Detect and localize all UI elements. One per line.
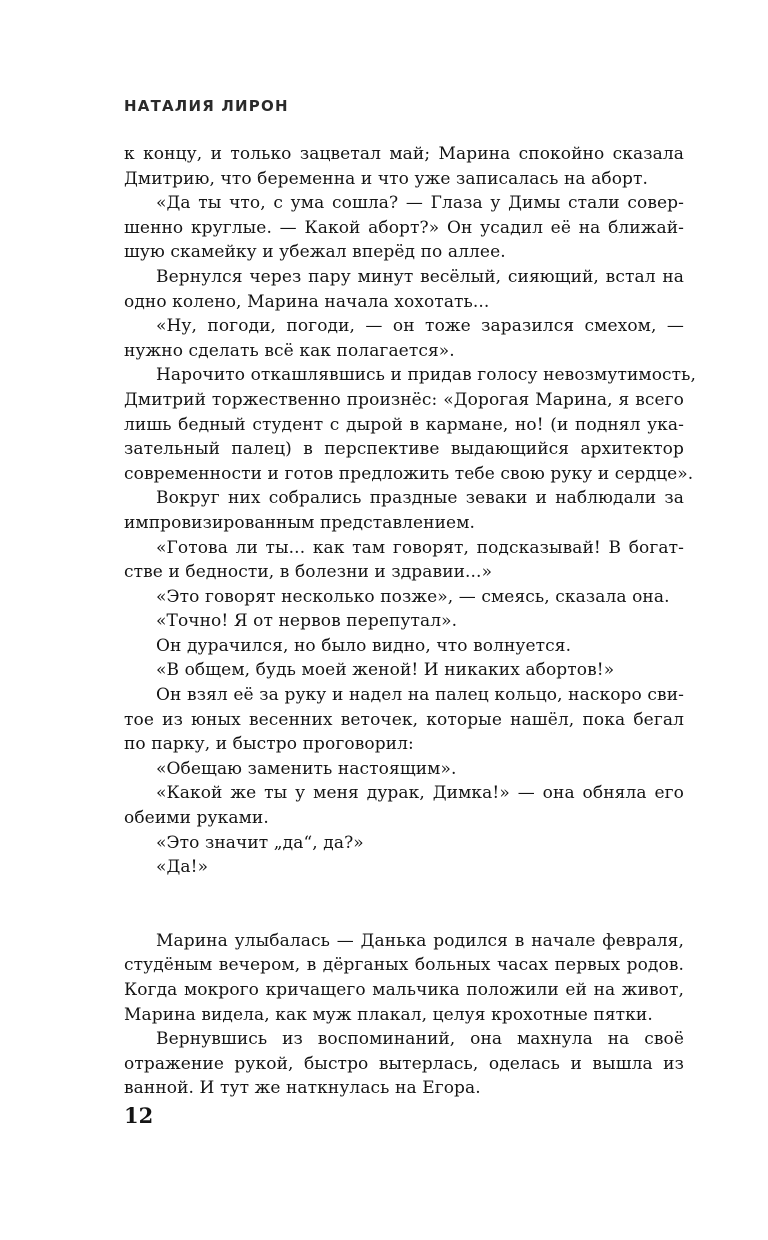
text-line: «В общем, будь моей женой! И никаких абортов!» (156, 660, 615, 681)
text-line: «Обещаю заменить настоящим». (156, 758, 457, 779)
paragraph (124, 609, 684, 634)
paragraph (124, 781, 684, 830)
text-line: «Да!» (156, 857, 209, 878)
text-line: обеими руками. (124, 808, 269, 829)
paragraph (124, 585, 684, 610)
section-break (124, 880, 684, 929)
paragraph (124, 929, 684, 1027)
text-line: тое из юных весенних веточек, которые нашёл, пока бегал (124, 709, 684, 730)
text-line: Вокруг них собрались праздные зеваки и наблюдали за (156, 488, 684, 509)
text-line: отражение рукой, быстро вытерлась, оделась и вышла из (124, 1053, 684, 1074)
paragraph (124, 658, 684, 683)
text-line: нужно сделать всё как полагается». (124, 340, 455, 361)
paragraph (124, 314, 684, 363)
text-line: «Какой же ты у меня дурак, Димка!» — она обняла его (156, 783, 684, 804)
text-line: Дмитрий торжественно произнёс: «Дорогая Марина, я всего (124, 389, 684, 410)
text-line: студёным вечером, в дёрганых больных часах первых родов. (124, 955, 684, 976)
text-section-after-break (124, 929, 684, 1101)
text-line: «Да ты что, с ума сошла? — Глаза у Димы стали совер- (156, 193, 684, 214)
text-section-before-break (124, 142, 697, 880)
paragraph (124, 855, 684, 880)
text-line: импровизированным представлением. (124, 512, 476, 533)
text-line: «Ну, погоди, погоди, — он тоже заразился смехом, — (156, 316, 684, 337)
text-line: к концу, и только зацветал май; Марина спокойно сказала (124, 144, 684, 164)
text-line: зательный палец) в перспективе выдающийся архитектор (124, 439, 684, 460)
body-text (124, 142, 697, 1101)
text-line: «Готова ли ты... как там говорят, подсказывай! В богат- (156, 537, 684, 558)
page-number: 12 (124, 1103, 154, 1128)
paragraph (124, 363, 697, 486)
text-line: Он взял её за руку и надел на палец кольцо, наскоро сви- (156, 685, 684, 706)
paragraph (124, 757, 684, 782)
running-head-author: НАТАЛИЯ ЛИРОН (124, 97, 289, 115)
text-line: Марина видела, как муж плакал, целуя крохотные пятки. (124, 1004, 653, 1025)
paragraph (124, 536, 684, 585)
text-line: шую скамейку и убежал вперёд по аллее. (124, 242, 506, 263)
paragraph (124, 486, 684, 535)
text-line: лишь бедный студент с дырой в кармане, но! (и поднял ука- (124, 414, 684, 435)
text-line: Нарочито откашлявшись и придав голосу невозмутимость, (156, 365, 697, 386)
paragraph (124, 191, 684, 265)
text-line: Дмитрию, что беременна и что уже записалась на аборт. (124, 168, 649, 189)
text-line: ванной. И тут же наткнулась на Егора. (124, 1078, 481, 1099)
paragraph (124, 831, 684, 856)
paragraph (124, 1027, 684, 1101)
paragraph (124, 634, 684, 659)
text-line: Когда мокрого кричащего мальчика положили ей на живот, (124, 980, 684, 1000)
paragraph (124, 683, 684, 757)
text-line: «Точно! Я от нервов перепутал». (156, 611, 458, 632)
text-line: Марина улыбалась — Данька родился в начале февраля, (156, 930, 684, 951)
text-line: шенно круглые. — Какой аборт?» Он усадил её на ближай- (124, 217, 684, 238)
text-line: по парку, и быстро проговорил: (124, 734, 414, 755)
text-line: современности и готов предложить тебе свою руку и сердце». (124, 463, 694, 484)
text-line: стве и бедности, в болезни и здравии...» (124, 562, 493, 583)
text-line: «Это говорят несколько позже», — смеясь, сказала она. (156, 586, 670, 607)
paragraph (124, 265, 684, 314)
paragraph (124, 142, 684, 191)
text-line: «Это значит „да“, да?» (156, 832, 364, 853)
text-line: Он дурачился, но было видно, что волнуется. (156, 635, 572, 656)
text-line: Вернулся через пару минут весёлый, сияющий, встал на (156, 266, 684, 287)
text-line: одно колено, Марина начала хохотать... (124, 291, 490, 312)
text-line: Вернувшись из воспоминаний, она махнула на своё (156, 1029, 684, 1050)
